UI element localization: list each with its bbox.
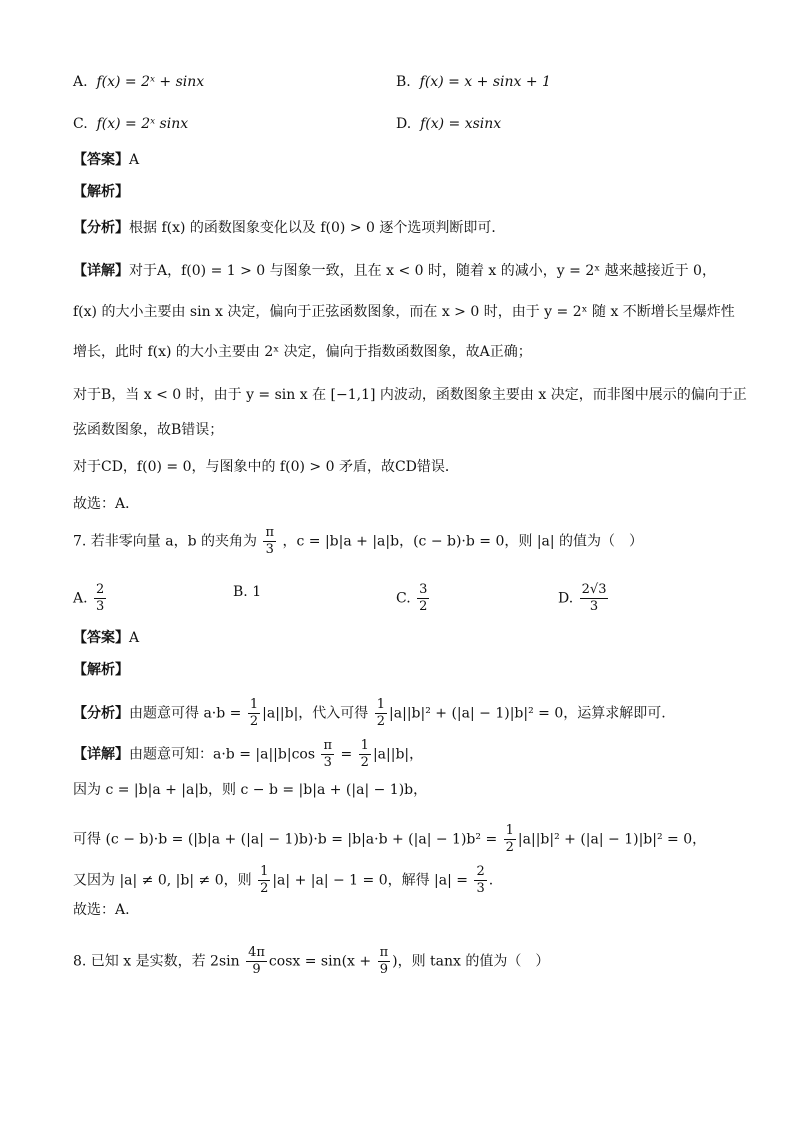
q7-angle-fraction: $\frac{\pi}{3}$: [265, 525, 275, 557]
q7-detail-line-1: 【详解】由题意可知：a·b = |a||b|cos $\frac{\pi}{3}$ = $\frac{1}{2}$ |a||b|，: [73, 738, 424, 770]
q6-option-d: D. f(x) = xsinx: [396, 116, 502, 132]
q6-fenxi: 【分析】根据 f(x) 的函数图象变化以及 f(0) > 0 逐个选项判断即可．: [73, 220, 506, 236]
q7-analysis-heading: 【解析】: [73, 662, 129, 678]
q6-detail-line-4: 对于B，当 x < 0 时，由于 y = sin x 在 [−1,1] 内波动，函数图象主要由 x 决定，而非图中展示的偏向于正: [73, 387, 747, 403]
q6-option-a: A. f(x) = 2ˣ + sinx: [73, 74, 205, 90]
q7-answer: 【答案】A: [73, 630, 140, 646]
q6-detail-line-2: f(x) 的大小主要由 sin x 决定，偏向于正弦函数图象，而在 x > 0 时，由于 y = 2ˣ 随 x 不断增长呈爆炸性: [73, 304, 735, 320]
q6-detail-line-6: 对于CD，f(0) = 0，与图象中的 f(0) > 0 矛盾，故CD错误．: [73, 459, 459, 475]
q6-detail-line-1: 【详解】对于A，f(0) = 1 > 0 与图象一致，且在 x < 0 时，随着 x 的减小，y = 2ˣ 越来越接近于 0，: [73, 263, 716, 279]
q7-fenxi: 【分析】由题意可得 a·b = $\frac{1}{2}$ |a||b|，代入可得 $\frac{1}{2}$ |a||b|² + (|a| − 1)|b|² = 0，运算求解即可.: [73, 697, 666, 729]
q6-detail-line-3: 增长，此时 f(x) 的大小主要由 2ˣ 决定，偏向于指数函数图象，故A正确；: [73, 344, 532, 360]
q7-detail-line-3: 可得 (c − b)·b = (|b|a + (|a| − 1)b)·b = |b|a·b + (|a| − 1)b² = $\frac{1}{2}$ |a||b|² + (|a| − 1)|b|² = 0，: [73, 823, 707, 855]
q6-answer: 【答案】A: [73, 152, 140, 168]
q6-detail-line-5: 弦函数图象，故B错误；: [73, 422, 224, 438]
q6-conclusion: 故选：A．: [73, 496, 140, 512]
q7-option-c: C. $\frac{3}{2}$: [396, 582, 428, 614]
q7-detail-line-4: 又因为 |a| ≠ 0, |b| ≠ 0，则 $\frac{1}{2}$ |a| + |a| − 1 = 0，解得 |a| = $\frac{2}{3}$ .: [73, 864, 494, 896]
q6-analysis-heading: 【解析】: [73, 184, 129, 200]
q7-option-b: B. 1: [233, 584, 262, 600]
q7-option-a: A. $\frac{2}{3}$: [73, 582, 105, 614]
q6-option-c: C. f(x) = 2ˣ sinx: [73, 116, 189, 132]
q7-detail-line-2: 因为 c = |b|a + |a|b，则 c − b = |b|a + (|a| − 1)b，: [73, 782, 428, 798]
q7-stem: 7. 若非零向量 a，b 的夹角为 $\frac{\pi}{3}$ ，c = |b|a + |a|b，(c − b)·b = 0，则 |a| 的值为（ ）: [73, 525, 644, 557]
q8-stem: 8. 已知 x 是实数，若 2sin $\frac{4\pi}{9}$ cosx = sin(x + $\frac{\pi}{9}$ )，则 tanx 的值为（ ）: [73, 945, 550, 977]
q6-option-b: B. f(x) = x + sinx + 1: [396, 74, 551, 90]
q7-option-d: D. $\frac{2√3}{3}$: [558, 582, 607, 614]
q7-conclusion: 故选：A.: [73, 902, 130, 918]
